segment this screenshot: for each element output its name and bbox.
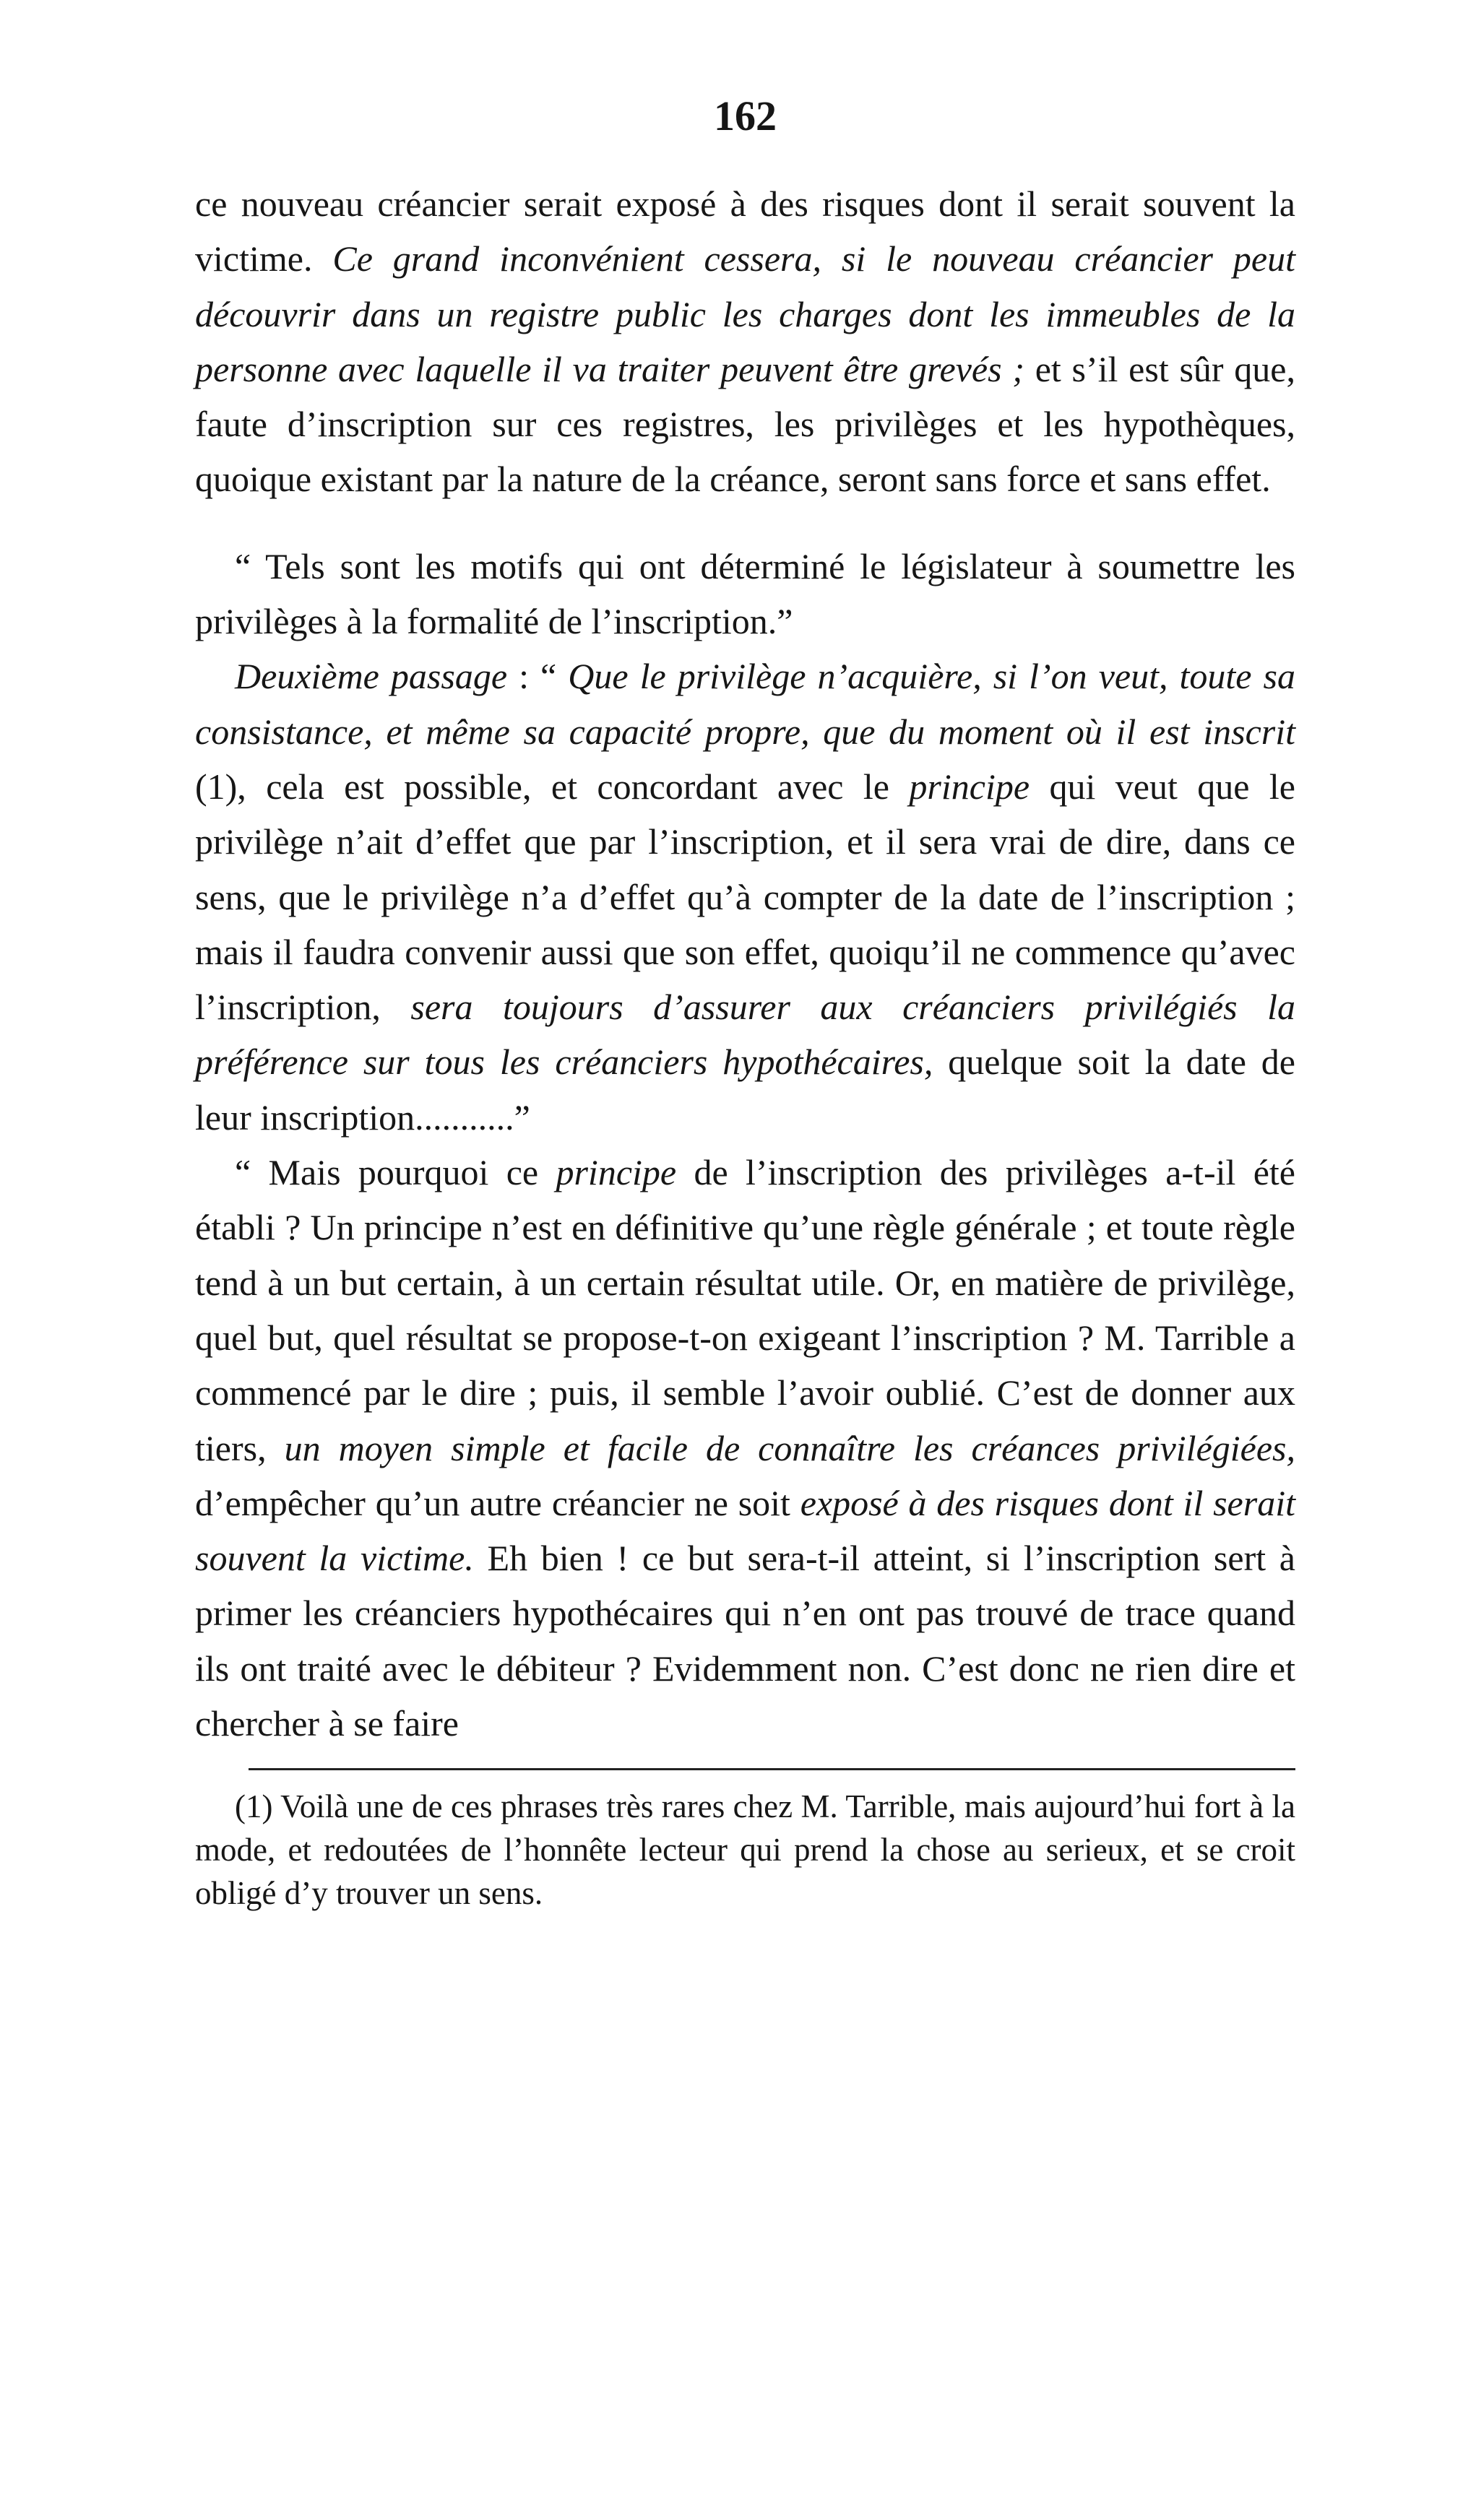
italic-text-span: Deuxième passage bbox=[235, 656, 508, 697]
text-span: qui veut que le privilège n’ait d’effet que par l’inscription, et il sera vrai de dire, dans ce sens, que le privilège n’a d’effet qu’à compter de la date de l’inscription ; mais il faudra convenir aussi que son effet, quoiqu’il ne commence qu’avec l’inscription, bbox=[195, 766, 1295, 1028]
footnote: (1) Voilà une de ces phrases très rares chez M. Tarrible, mais aujourd’hui fort à la mode, et redoutées de l’honnête lecteur qui prend la chose au serieux, et se croit obligé d’y trouver un sens. bbox=[195, 1788, 1295, 1912]
text-span: d’empêcher qu’un autre créancier ne soit bbox=[195, 1482, 800, 1523]
body-text bbox=[195, 176, 1295, 1751]
paragraph bbox=[195, 539, 1295, 649]
italic-text-span: sera toujours d’assurer aux créanciers privilégiés la préférence sur tous les créanciers hypothécaires, bbox=[195, 987, 1295, 1083]
italic-text-span: Que le privilège n’acquière, si l’on veut, toute sa consistance, et même sa capacité propre, que du moment où il est inscrit bbox=[195, 656, 1295, 752]
text-span: ce nouveau créancier serait exposé à des risques dont il serait souvent la victime. bbox=[195, 183, 1295, 280]
text-span: (1), cela est possible, et concordant avec le bbox=[195, 766, 910, 807]
text-span: “ Tels sont les motifs qui ont déterminé le législateur à soumettre les privilèges à la formalité de l’inscription.” bbox=[195, 545, 1295, 642]
text-span: de l’inscription des privilèges a-t-il été établi ? Un principe n’est en définitive qu’une règle générale ; et toute règle tend à un but certain, à un certain résultat utile. Or, en matière de privilège, quel but, quel résultat se propose-t-on exigeant l’inscription ? M. Tarrible a commencé par le dire ; puis, il semble l’avoir oublié. C’est de donner aux tiers, bbox=[195, 1152, 1295, 1468]
text-span: Eh bien ! ce but sera-t-il atteint, si l’inscription sert à primer les créanciers hypothécaires qui n’en ont pas trouvé de trace quand ils ont traité avec le débiteur ? Evidemment non. C’est donc ne rien dire et chercher à se faire bbox=[195, 1538, 1295, 1744]
page-number: 162 bbox=[714, 92, 777, 139]
italic-text-span: principe bbox=[909, 766, 1030, 807]
paragraph bbox=[195, 649, 1295, 1145]
paragraph bbox=[195, 1145, 1295, 1751]
paragraph bbox=[195, 176, 1295, 507]
italic-text-span: un moyen simple et facile de connaître les créances privilégiées, bbox=[284, 1427, 1295, 1468]
italic-text-span: principe bbox=[556, 1152, 677, 1193]
footnote-divider bbox=[249, 1768, 1295, 1770]
italic-text-span: exposé à des risques dont il serait souvent la victime. bbox=[195, 1482, 1295, 1579]
text-span: “ Mais pourquoi ce bbox=[235, 1152, 556, 1193]
text-span: quelque soit la date de leur inscription...........” bbox=[195, 1042, 1296, 1138]
text-span: et s’il est sûr que, faute d’inscription sur ces registres, les privilèges et les hypothèques, quoique existant par la nature de la créance, seront sans force et sans effet. bbox=[195, 348, 1295, 500]
italic-text-span: Ce grand inconvénient cessera, si le nouveau créancier peut découvrir dans un registre public les charges dont les immeubles de la personne avec laquelle il va traiter peuvent être grevés ; bbox=[195, 238, 1295, 389]
text-span: : “ bbox=[507, 656, 569, 697]
